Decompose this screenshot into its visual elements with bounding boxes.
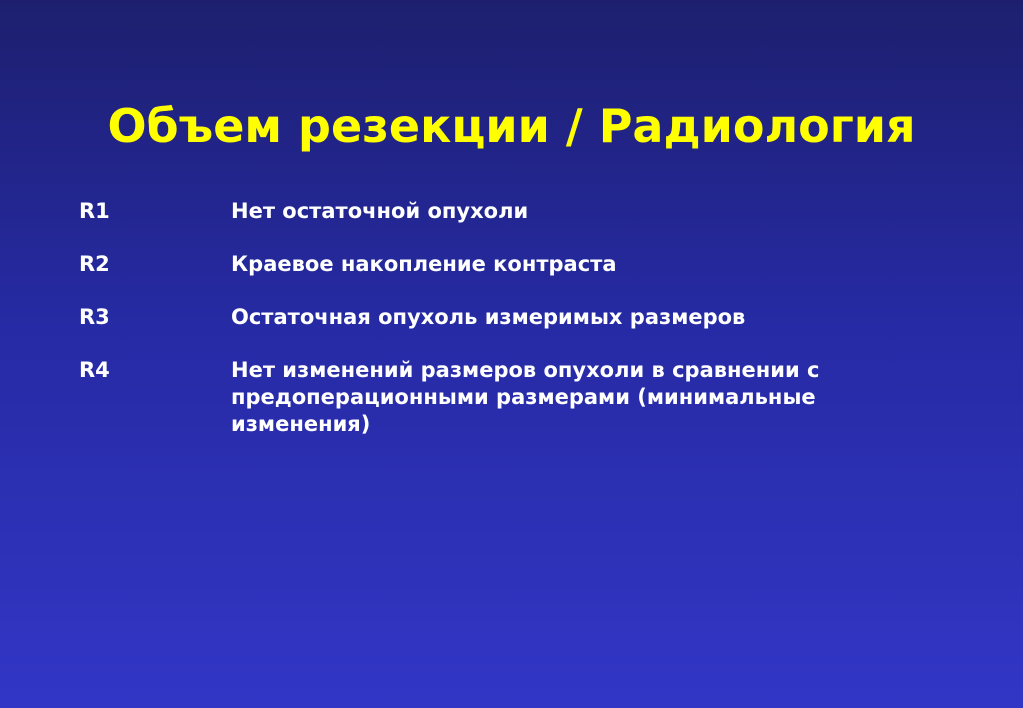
row-code: R2 [79, 252, 110, 276]
list-item-r2 [79, 251, 999, 278]
row-code: R4 [79, 358, 110, 382]
list-item-r4 [79, 357, 999, 438]
list-item-r3 [79, 304, 999, 331]
row-code: R1 [79, 199, 110, 223]
row-code: R3 [79, 305, 110, 329]
row-description: Остаточная опухоль измеримых размеров [231, 305, 746, 329]
slide-title: Объем резекции / Радиология [107, 99, 916, 153]
list-item-r1 [79, 198, 999, 225]
row-description: Краевое накопление контраста [231, 252, 617, 276]
resection-classification-list [79, 198, 999, 464]
row-description: Нет изменений размеров опухоли в сравнении с предоперационными размерами (минимальные изменения) [231, 358, 820, 436]
row-description: Нет остаточной опухоли [231, 199, 529, 223]
